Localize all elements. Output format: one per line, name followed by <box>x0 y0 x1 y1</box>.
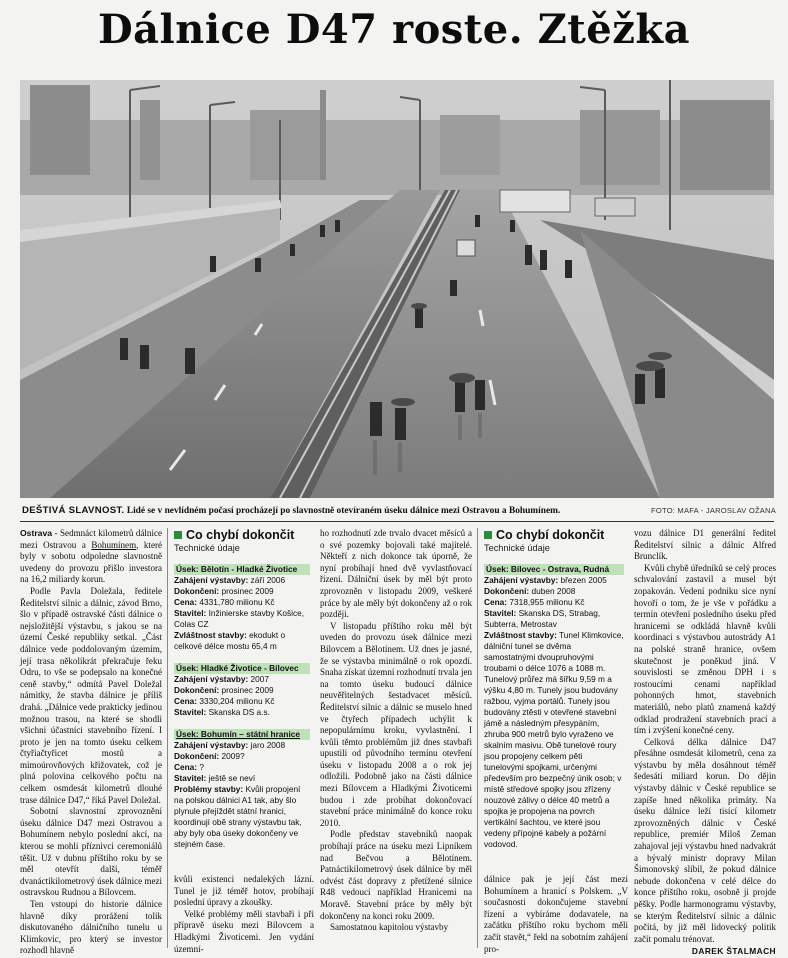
column-divider <box>167 528 168 948</box>
info-box-title: Co chybí dokončit <box>174 528 310 542</box>
paragraph: kvůli existenci nedalekých lázní. Tunel je již téměř hotov, probíhají poslední úpravy a zkoušky. <box>174 874 314 908</box>
info-section: Úsek: Bohumín – státní hranice Zahájení výstavby: jaro 2008 Dokončení: 2009? Cena: ? Stavitel: ještě se neví Problémy stavby: Kvůli propojení na polskou dálnici A1 tak, aby šlo plynule přejíždět státní hranici, koordinují obě strany výstavbu tak, aby byly oba úseky dokončeny ve stejném čase. <box>174 729 310 850</box>
headline: Dálnice D47 roste. Ztěžka <box>97 6 691 53</box>
article-column-3 <box>174 874 314 954</box>
info-box-subtitle: Technické údaje <box>174 543 240 553</box>
paragraph: V listopadu příštího roku měl být uveden do provozu úsek dálnice mezi Bílovcem a Bělotínem. Už dnes je jasné, že se výstavba minimálně o rok opozdí. Snaha získat územní rozhodnutí trvala jen na tomto úseku budoucí dálnice neuvěřitelných šestadvacet měsíců. Ředitelství silnic a dálnic se muselo hned ve čtyřech případech uchýlit k nepopulárnímu kroku, vyvlastnění. I kvůli těmto problémům již dnes stavbaři upustili od původního termínu otevření úseku v listopadu 2008 a o rok jej odložili. Podobně jako na části dálnice mezi Bílovcem a Hladkými Životicemi budou i zde probíhat dokončovací stavební práce minimálně do konce roku 2010. <box>320 620 472 828</box>
paragraph: Ostrava - Sedmnáct kilometrů dálnice mezi Ostravou a Bohumínem, které byly v sobotu odpoledne slavnostně uvedeny do provozu přišlo investora na 16,2 miliardy korun. <box>20 528 162 585</box>
info-box-2 <box>484 528 624 874</box>
column-divider <box>477 528 478 948</box>
info-section: Úsek: Hladké Životice - Bílovec Zahájení výstavby: 2007 Dokončení: prosinec 2009 Cena: 3330,204 milionu Kč Stavitel: Skanska DS a.s. <box>174 663 310 718</box>
paragraph: Kvůli chybě úředníků se celý proces schvalování zastavil a musel být zopakován. Vedení podniku sice nyní hovoří o tom, že je vše v pořádku a termín otevření posledního úseku před hranicemi se odkládá hlavně kvůli koordinaci s výstavbou autostrády A1 na polské straně hranice, ovšem skutečnost je poněkud jiná. V souvislosti se změnou DPH i s rostoucími cenami například pohonných hmot, stavebních materiálů, nebo platů znamená každý odklad prodražení stavebních prací a tím i zvýšení konečné ceny. <box>634 562 776 736</box>
info-box-1 <box>174 528 310 872</box>
caption-divider <box>20 521 774 522</box>
section-heading: Úsek: Hladké Životice - Bílovec <box>174 663 310 674</box>
info-section: Úsek: Bělotín - Hladké Životice Zahájení výstavby: září 2006 Dokončení: prosinec 2009 Cena: 4331,780 milionu Kč Stavitel: Inžinierske stavby Košice, Colas CZ Zvláštnost stavby: ekodukt o celkové délce mostu 65,4 m <box>174 564 310 652</box>
info-section: Úsek: Bílovec - Ostrava, Rudná Zahájení výstavby: březen 2005 Dokončení: duben 2008 Cena: 7318,955 milionu Kč Stavitel: Skanska DS, Strabag, Subterra, Metrostav Zvláštnost stavby: Tunel Klimkovice, dálniční tunel se dvěma samostatnými dvoupruhovými troubami o délce 1076 a 1088 m. Tunelový průřez má šířku 9,59 m a výšku 4,80 m. Tunely jsou budovány ražbou, vyjma portálů. Tunely jsou budovány ztěsti v otevřené stavební jámě a následným přesypáním, zhruba 900 metrů bylo vyraženo ve skalním masivu. Obě tunelové roury jsou propojeny celkem pěti tunelovými spojkami, určenými především pro bezpečný únik osob; v místě středové spojky jsou zřízeny nouzové zálivy o délce 40 metrů a spojka je propojena na povrch vertikální šachtou, ve které jsou vedeny přípojné kabely a požární vodovod. <box>484 564 624 849</box>
info-box-subtitle: Technické údaje <box>484 543 550 553</box>
caption-text: Lidé se v nevlídném počasí procházejí po slavnostně otevíraném úseku dálnice mezi Ostravou a Bohumínem. <box>126 506 561 516</box>
article-column-1 <box>20 528 162 956</box>
dateline-place: Ostrava <box>20 528 53 538</box>
paragraph: Velké problémy měli stavbaři i při přípravě úseku mezi Bílovcem a Hladkými Životicemi. Jen vydání územní- <box>174 908 314 954</box>
bohumin-section-link[interactable]: Úsek: Bohumín – státní hranice <box>176 729 301 739</box>
paragraph: Sobotní slavnostní zprovoznění úseku dálnice D47 mezi Ostravou a Bohumínem nebylo poslední akcí, na kterou se mohli příznivci ceremoniálů těšit. Už v dubnu příštího roku by se měl otevřít další, téměř dvanáctikilometrový úsek dálnice mezi ostravskou Rudnou a Bílovcem. <box>20 806 162 898</box>
photo-credit: FOTO: MAFA - JAROSLAV OŽANA <box>651 506 776 515</box>
paragraph: vozu dálnice D1 generální ředitel Ředitelství silnic a dálnic Alfred Brunclík. <box>634 528 776 562</box>
section-heading: Úsek: Bělotín - Hladké Životice <box>174 564 310 575</box>
paragraph: Podle Pavla Doležala, ředitele Ředitelství silnic a dálnic, závod Brno, šlo v případě ostravské části dálnice o nejsložitější výstavbu, s jakou se na území České republiky setkal. „Část dálnice vede poddolovaným územím, její trasa několikrát překračuje řeku Odru, to vše se podepsalo na konečné ceně stavby,“ odmítá Pavel Doležal námitky, že stavba dálnice je příliš drahá. „Dálnice vede prakticky jedinou možnou trasou, na které se shodli všichni účastníci stavebního řízení. I proto je jen na tomto úseku celkem čtyřiačtyřicet mostů a mimoúrovňových křižovatek, což je plná polovina celkového počtu na celkem osmdesát kilometrů dlouhé trase dálnice D47,“ říká Pavel Doležal. <box>20 585 162 805</box>
section-heading: Úsek: Bílovec - Ostrava, Rudná <box>484 564 624 575</box>
highway-photo <box>20 80 774 498</box>
article-column-7 <box>634 528 776 957</box>
section-heading <box>174 729 310 740</box>
caption-label: DEŠTIVÁ SLAVNOST. <box>22 505 125 516</box>
green-square-icon <box>174 531 182 539</box>
paragraph: ho rozhodnutí zde trvalo dvacet měsíců a o své pozemky bojovali také majitelé. Někteří z nich dokonce tak úporně, že nyní probíhají hned dvě vyvlastňovací řízení. Dálniční úsek by měl být proto zprovozněn v listopadu 2009, veškeré práce by ale měly být dokončeny až o rok později. <box>320 528 472 620</box>
author-byline: DAREK ŠTALMACH <box>691 946 776 957</box>
photo-caption <box>22 503 776 519</box>
paragraph: Celková délka dálnice D47 přesáhne osmdesát kilometrů, cena za výstavbu by měla dosáhnout téměř šedesáti miliard korun. Do dějin výstavby dálnic v České republice se zapíše hned několika primáty. Na úseku dálnice leží tisící kilometr zprovozněných dálnic v České republice, premiér Miloš Zeman zahajoval její výstavbu hned nadvakrát a bývalý ministr dopravy Milan Šimonovský slíbil, že pokud dálnice nebude dokončena v celé délce do konce příštího roku, osobně ji projde pěšky. Podle harmonogramu výstavby, se kterým Ředitelství silnic a dálnic počítá, by již měl lidovecký politik začít pomalu trénovat. <box>634 736 776 944</box>
article-column-4 <box>320 528 472 948</box>
article-column-6 <box>484 874 628 954</box>
paragraph: Podle představ stavebníků naopak probíhají práce na úseku mezi Lipníkem nad Bečvou a Bělotínem. Patnáctikilometrový úsek dálnice by měl odvést část dopravy z přetížené silnice R48 vedoucí například Hranicemi na Moravě. Stavební práce by měly být dokončeny na konci roku 2009. <box>320 829 472 921</box>
bohumin-link[interactable]: Bohumínem <box>91 539 137 550</box>
green-square-icon <box>484 531 492 539</box>
paragraph: Samostatnou kapitolou výstavby <box>330 922 449 933</box>
paragraph: Ten vstoupí do historie dálnice hlavně díky prorážení tolik diskutovaného dálničního tunelu u Klimkovic, pro který se investor rozhodl hlavně <box>20 899 162 956</box>
info-box-title: Co chybí dokončit <box>484 528 624 542</box>
paragraph: dálnice pak je její část mezi Bohumínem a hranicí s Polskem. „V současnosti dokončujeme stavební řízení a vybíráme dodavatele, na začátku příštího roku bychom měli začít stavět,“ řekl na sobotním zahájení pro- <box>484 874 628 954</box>
